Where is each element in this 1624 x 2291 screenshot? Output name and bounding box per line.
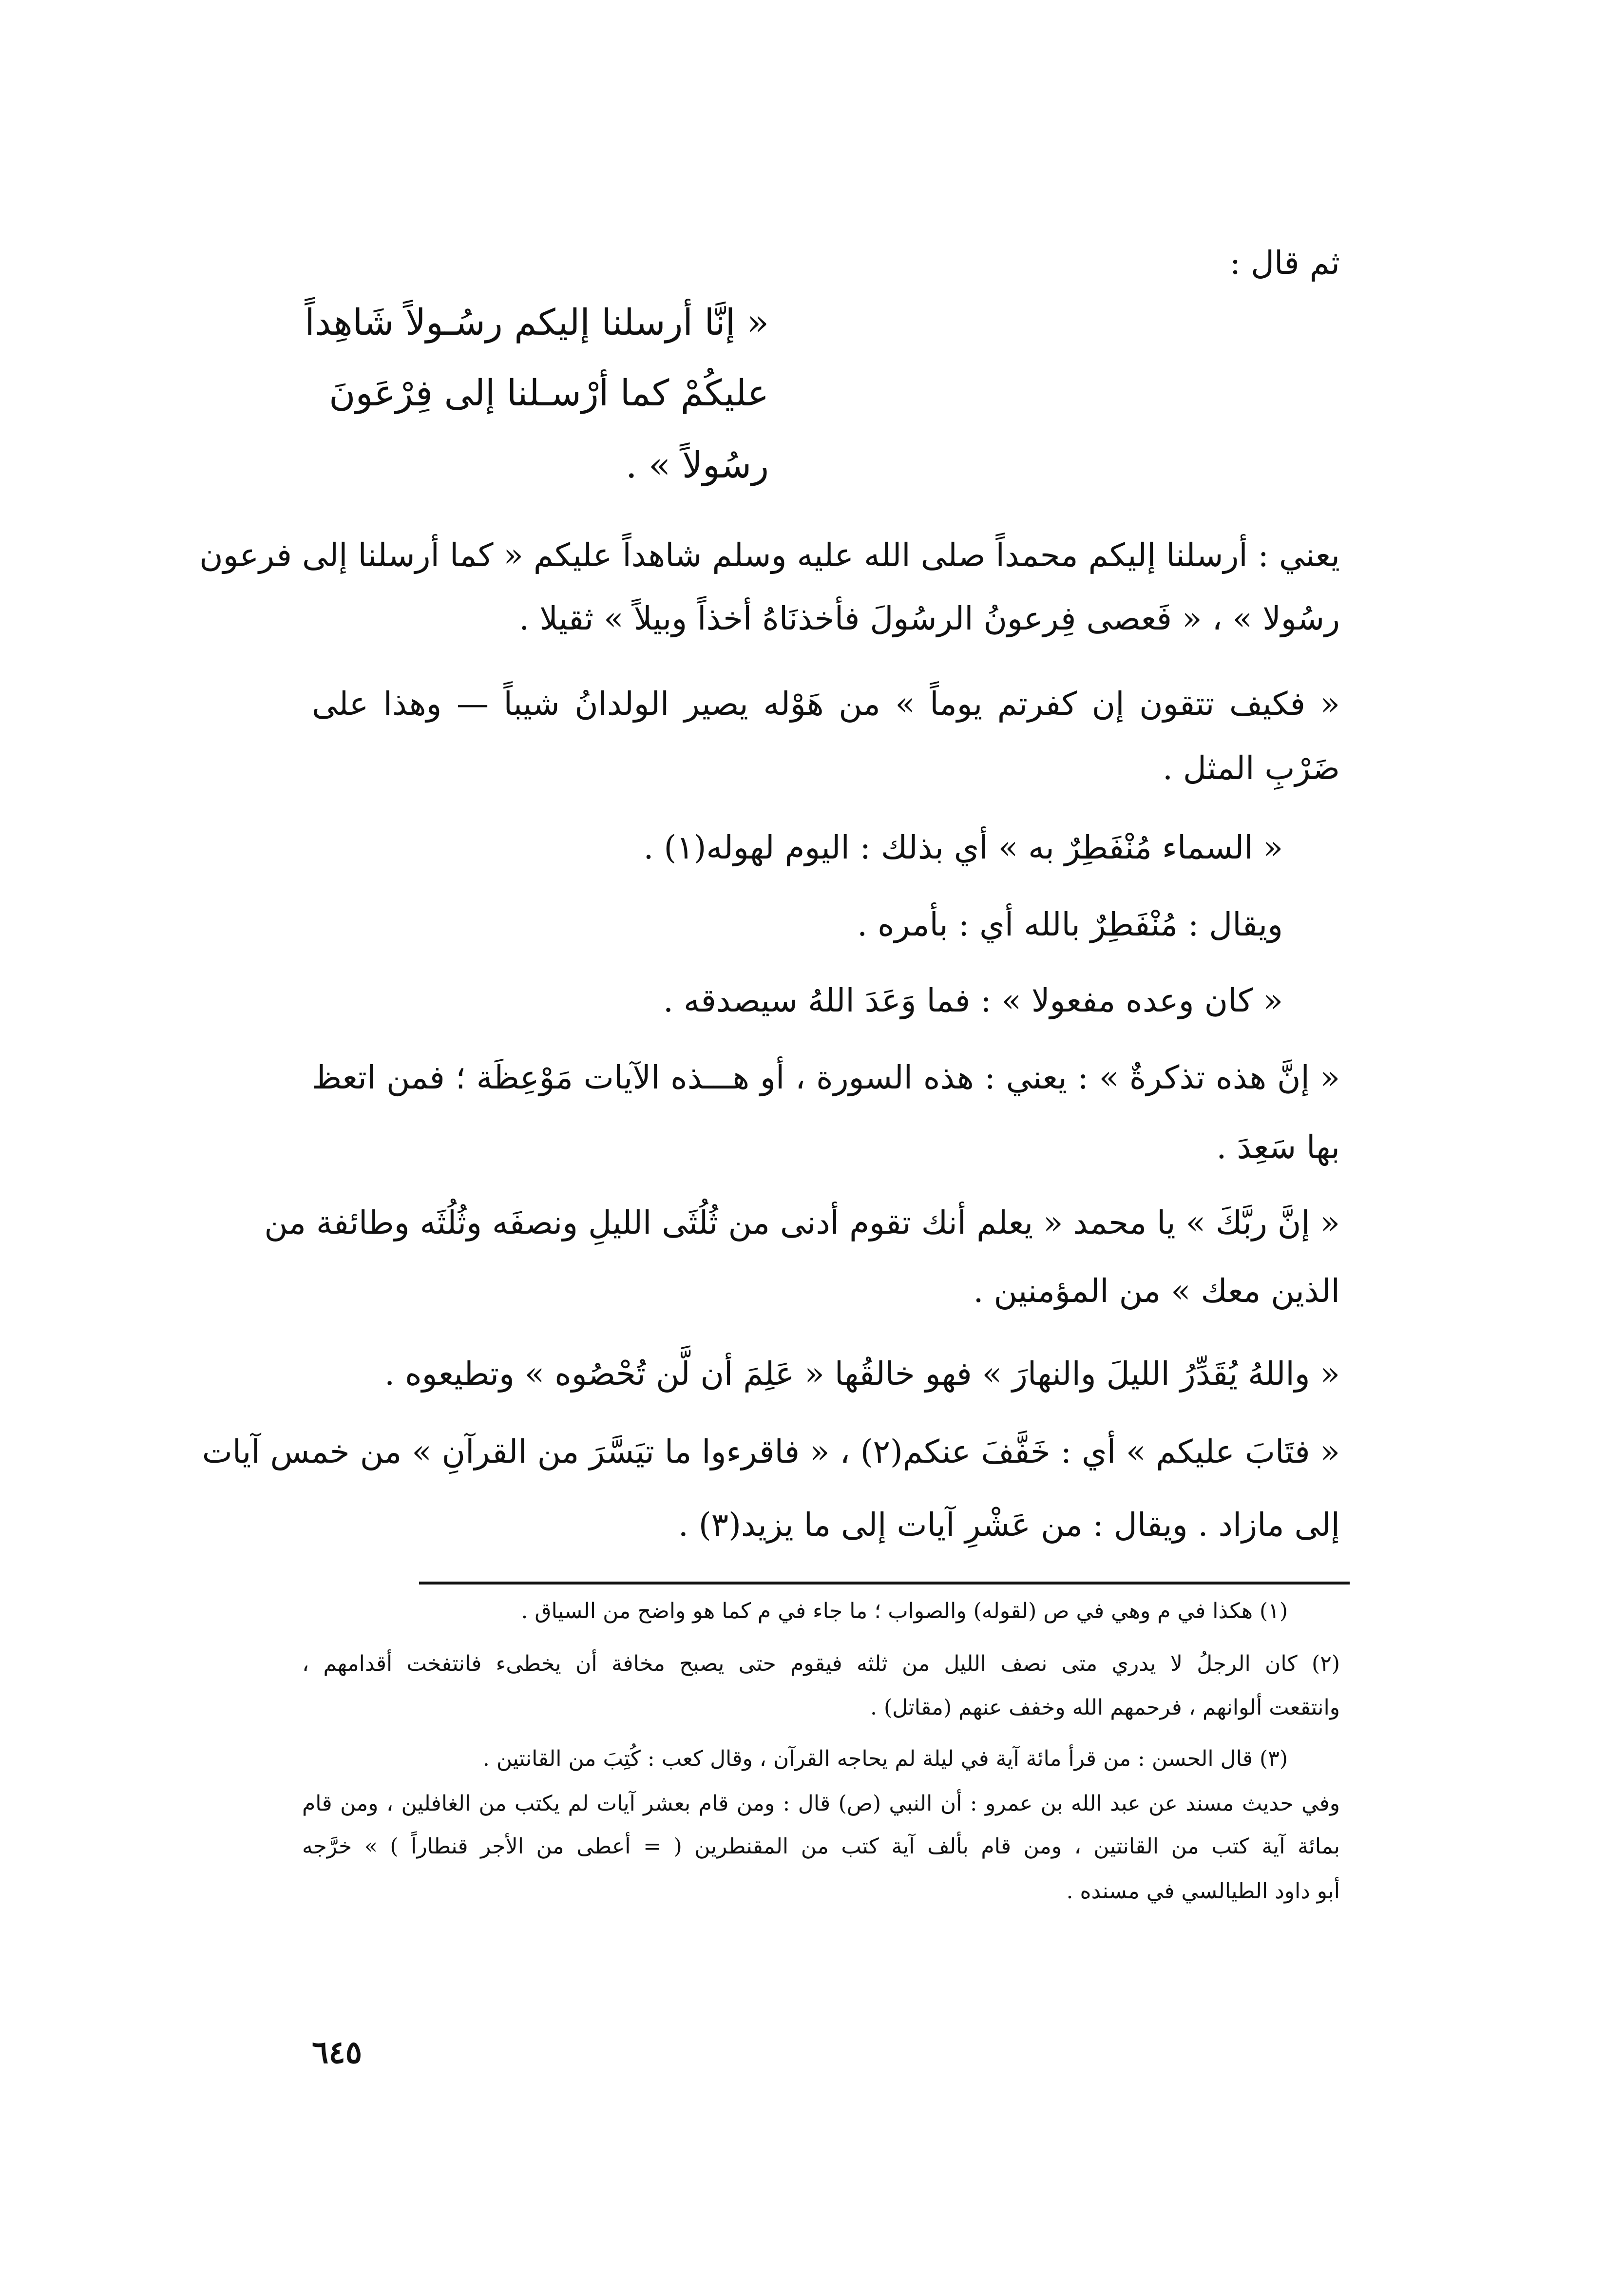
- verse-line-1: « إنَّا أرسلنا إليكم رسُـولاً شَاهِداً: [305, 302, 769, 344]
- page-number: ٦٤٥: [312, 2034, 363, 2071]
- body-line: « واللهُ يُقَدِّرُ الليلَ والنهارَ » فهو خالقُها « عَلِمَ أن لَّن تُحْصُوه » وتطيعوه .: [384, 1355, 1340, 1393]
- footnote-line: (٢) كان الرجلُ لا يدري متى نصف الليل من ثلثه فيقوم حتى يصبح مخافة أن يخطىء فانتفخت أقدامهم ،: [302, 1651, 1340, 1676]
- footnote-line: أبو داود الطيالسي في مسنده .: [1066, 1879, 1340, 1904]
- body-line: « فتَابَ عليكم » أي : خَفَّفَ عنكم(٢) ، « فاقرءوا ما تيَسَّرَ من القرآنِ » من خمس آيات: [202, 1433, 1340, 1470]
- body-line: « إنَّ ربَّكَ » يا محمد « يعلم أنك تقوم أدنى من ثُلُثَى الليلِ ونصفَه وثُلُثَه وطائفة من: [264, 1204, 1340, 1241]
- body-line: « إنَّ هذه تذكرةٌ » : يعني : هذه السورة ، أو هـــذه الآيات مَوْعِظَة ؛ فمن اتعظ: [312, 1059, 1340, 1096]
- footnote-divider: [419, 1582, 1350, 1585]
- body-line: يعني : أرسلنا إليكم محمداً صلى الله عليه وسلم شاهداً عليكم « كما أرسلنا إلى فرعون: [199, 536, 1340, 574]
- intro-line: ثم قال :: [1229, 244, 1340, 282]
- footnote-line: (٣) قال الحسن : من قرأ مائة آية في ليلة لم يحاجه القرآن ، وقال كعب : كُتِبَ من القانتين .: [482, 1746, 1288, 1771]
- body-line: إلى مازاد . ويقال : من عَشْرِ آيات إلى ما يزيد(٣) .: [678, 1506, 1340, 1544]
- footnote-line: وفي حديث مسند عن عبد الله بن عمرو : أن النبي (ص) قال : ومن قام بعشر آيات لم يكتب من الغافلين ، ومن قام: [302, 1791, 1340, 1816]
- footnote-line: بمائة آية كتب من القانتين ، ومن قام بألف آية كتب من المقنطرين ( = أعطى من الأجر قنطاراً ) » خرَّجه: [302, 1834, 1340, 1859]
- body-line: رسُولا » ، « فَعصى فِرعونُ الرسُولَ فأخذنَاهُ أخذاً وبيلاً » ثقيلا .: [519, 600, 1340, 637]
- body-line: الذين معك » من المؤمنين .: [973, 1272, 1340, 1310]
- body-line: « كان وعده مفعولا » : فما وَعَدَ اللهُ سيصدقه .: [663, 982, 1283, 1019]
- body-line: « فكيف تتقون إن كفرتم يوماً » من هَوْله يصير الولدانُ شيباً — وهذا على: [312, 685, 1340, 723]
- footnote-line: وانتقعت ألوانهم ، فرحمهم الله وخفف عنهم (مقاتل) .: [870, 1695, 1340, 1720]
- body-line: بها سَعِدَ .: [1216, 1128, 1340, 1166]
- body-line: « السماء مُنْفَطِرٌ به » أي بذلك : اليوم لهوله(١) .: [643, 829, 1283, 866]
- verse-line-3: رسُولاً » .: [625, 444, 769, 486]
- body-line: ضَرْبِ المثل .: [1162, 749, 1340, 787]
- footnote-line: (١) هكذا في م وهي في ص (لقوله) والصواب ؛ ما جاء في م كما هو واضح من السياق .: [521, 1599, 1288, 1623]
- body-line: ويقال : مُنْفَطِرٌ بالله أي : بأمره .: [857, 906, 1283, 943]
- verse-line-2: عليكُمْ كما أرْسـلنا إلى فِرْعَونَ: [329, 372, 769, 414]
